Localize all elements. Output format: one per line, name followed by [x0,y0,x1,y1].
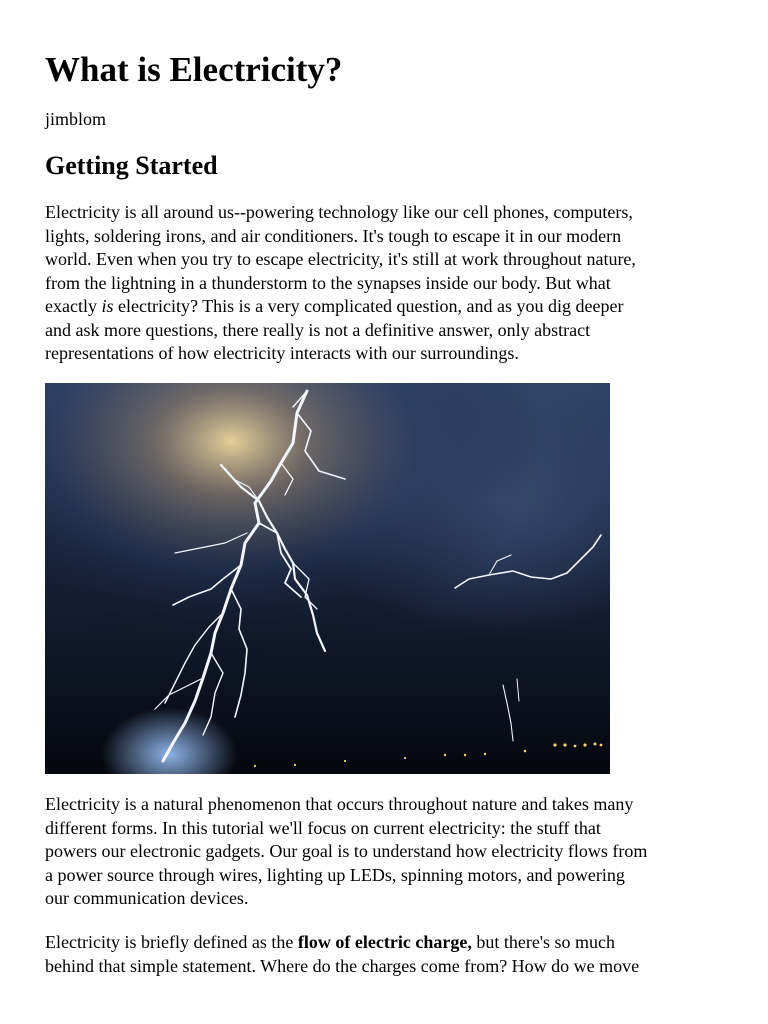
text-run: exactly [45,296,102,316]
lightning-icon [45,383,610,774]
paragraph-line [45,295,725,319]
paragraph-definition [45,931,725,978]
text-run: electricity? This is a very complicated question, and as you dig deeper [113,296,624,316]
paragraph-line: behind that simple statement. Where do the charges come from? How do we move [45,955,640,976]
paragraph-line: powers our electronic gadgets. Our goal is to understand how electricity flows from [45,841,648,861]
paragraph-line: Electricity is all around us--powering technology like our cell phones, computers, [45,202,633,222]
paragraph-line: a power source through wires, lighting up LEDs, spinning motors, and powering [45,864,625,885]
author-name: jimblom [45,109,107,129]
text-run: Electricity is briefly defined as the [45,932,298,952]
paragraph-line: our communication devices. [45,888,249,908]
page-title: What is Electricity? [45,50,343,89]
paragraph-line: world. Even when you try to escape electricity, it's still at work throughout nature, [45,249,636,269]
paragraph-line: representations of how electricity interacts with our surroundings. [45,343,519,363]
paragraph-line: Electricity is a natural phenomenon that occurs throughout nature and takes many [45,794,634,814]
text-run: but there's so much [471,932,616,952]
paragraph-intro [45,201,725,366]
paragraph-line [45,931,725,955]
lightning-photo [45,383,610,774]
paragraph-line: and ask more questions, there really is not a definitive answer, only abstract [45,319,591,340]
paragraph-line: lights, soldering irons, and air conditioners. It's tough to escape it in our modern [45,225,622,246]
emphasis-text: is [101,296,114,316]
paragraph-line: from the lightning in a thunderstorm to the synapses inside our body. But what [45,272,611,293]
paragraph-body [45,793,725,911]
bold-text: flow of electric charge, [297,932,472,952]
section-heading: Getting Started [45,151,218,180]
paragraph-line: different forms. In this tutorial we'll focus on current electricity: the stuff that [45,817,601,838]
